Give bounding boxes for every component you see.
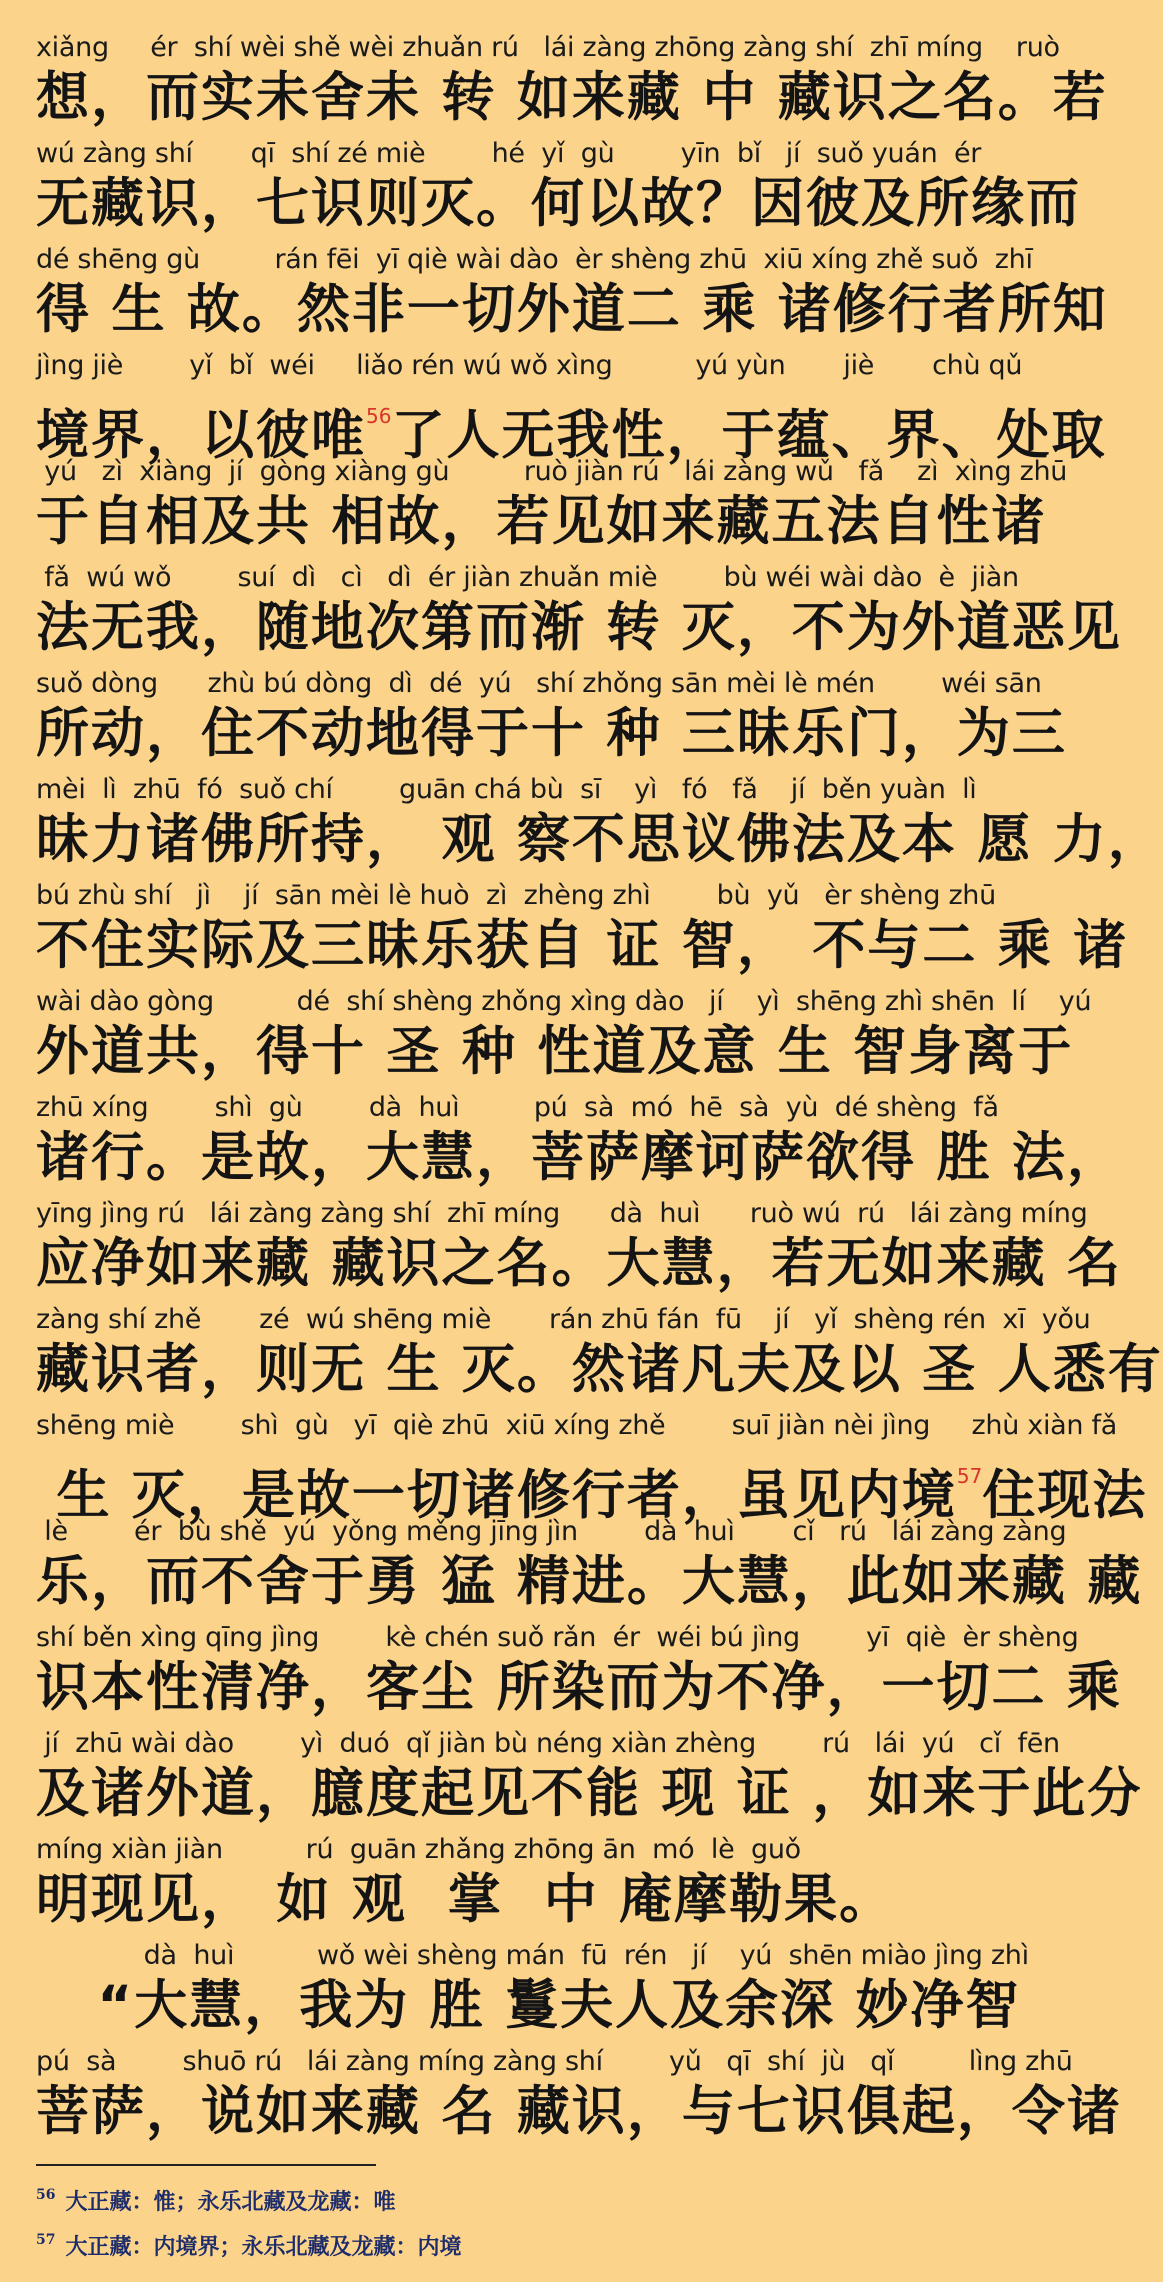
pinyin-row: jí zhū wài dào yì duó qǐ jiàn bù néng xiàn zhèng rú lái yú cǐ fēn (36, 1728, 1060, 1759)
text-line (36, 1090, 1122, 1196)
pinyin-row: pú sà shuō rú lái zàng míng zàng shí yǔ qī shí jù qǐ lìng zhū (36, 2046, 1073, 2077)
pinyin-row: dà huì wǒ wèi shèng mán fū rén jí yú shēn miào jìng zhì (36, 1940, 1029, 1971)
hanzi-row: 想，而实未舍未 转 如来藏 中 藏识之名。若 (36, 67, 1108, 128)
pinyin-row: míng xiàn jiàn rú guān zhǎng zhōng ān mó lè guǒ (36, 1834, 801, 1865)
hanzi-row: 明现见， 如 观 掌 中 庵摩勒果。 (36, 1869, 895, 1930)
text-line (36, 242, 1108, 348)
hanzi-row: 菩萨，说如来藏 名 藏识，与七识俱起，令诸 (36, 2081, 1122, 2142)
pinyin-row: yīng jìng rú lái zàng zàng shí zhī míng dà huì ruò wú rú lái zàng míng (36, 1198, 1088, 1229)
pinyin-row: lè ér bù shě yú yǒng měng jīng jìn dà huì cǐ rú lái zàng zàng (36, 1516, 1067, 1547)
hanzi-row (36, 1444, 1148, 1526)
text-line (36, 30, 1108, 136)
text-line (36, 2044, 1122, 2150)
hanzi-row: 藏识者，则无 生 灭。然诸凡夫及以 圣 人悉有 (36, 1339, 1163, 1400)
footnote-marker[interactable]: 56 (366, 404, 392, 428)
pinyin-row: shí běn xìng qīng jìng kè chén suǒ rǎn ér wéi bú jìng yī qiè èr shèng (36, 1622, 1079, 1653)
footnote-text: 大正藏：惟；永乐北藏及龙藏：唯 (65, 2189, 396, 2215)
text-line (36, 1938, 1046, 2044)
footnote-divider (36, 2164, 376, 2166)
pinyin-row: wài dào gòng dé shí shèng zhǒng xìng dào jí yì shēng zhì shēn lí yú (36, 986, 1092, 1017)
hanzi-row: 不住实际及三昧乐获自 证 智， 不与二 乘 诸 (36, 915, 1129, 976)
hanzi-row: 外道共，得十 圣 种 性道及意 生 智身离于 (36, 1021, 1074, 1082)
pinyin-row: xiǎng ér shí wèi shě wèi zhuǎn rú lái zàng zhōng zàng shí zhī míng ruò (36, 32, 1060, 63)
hanzi-row: 应净如来藏 藏识之名。大慧，若无如来藏 名 (36, 1233, 1122, 1294)
text-line (36, 348, 1107, 466)
pinyin-row: jìng jiè yǐ bǐ wéi liǎo rén wú wǒ xìng yú yùn jiè chù qǔ (36, 350, 1023, 381)
pinyin-row: zhū xíng shì gù dà huì pú sà mó hē sà yù dé shèng fǎ (36, 1092, 999, 1123)
hanzi-segment: 生 灭，是故一切诸修行者，虽见内境 (36, 1465, 957, 1526)
footnote-number: 57 (36, 2232, 56, 2248)
hanzi-segment: 了人无我性，于蕴、界、处取 (391, 405, 1107, 466)
pinyin-row: suǒ dòng zhù bú dòng dì dé yú shí zhǒng sān mèi lè mén wéi sān (36, 668, 1042, 699)
text-line (36, 1620, 1122, 1726)
text-line (36, 1408, 1148, 1526)
pinyin-row: yú zì xiàng jí gòng xiàng gù ruò jiàn rú lái zàng wǔ fǎ zì xìng zhū (36, 456, 1068, 487)
text-line (36, 560, 1122, 666)
footnote-number: 56 (36, 2187, 56, 2203)
pinyin-row: fǎ wú wǒ suí dì cì dì ér jiàn zhuǎn miè bù wéi wài dào è jiàn (36, 562, 1019, 593)
sutra-text (36, 30, 1163, 2150)
text-line (36, 454, 1068, 560)
hanzi-segment: 境界，以彼唯 (36, 405, 366, 466)
hanzi-row: 无藏识，七识则灭。何以故？因彼及所缘而 (36, 173, 1081, 234)
text-line (36, 1514, 1143, 1620)
hanzi-row: 得 生 故。然非一切外道二 乘 诸修行者所知 (36, 279, 1108, 340)
hanzi-row: 于自相及共 相故，若见如来藏五法自性诸 (36, 491, 1047, 552)
text-line (36, 666, 1067, 772)
hanzi-row: “大慧，我为 胜 鬘夫人及余深 妙净智 (36, 1975, 1021, 2036)
footnote (36, 2221, 1046, 2266)
pinyin-row: zàng shí zhě zé wú shēng miè rán zhū fán fū jí yǐ shèng rén xī yǒu (36, 1304, 1091, 1335)
text-line (36, 878, 1129, 984)
footnote (36, 2176, 1046, 2221)
text-line (36, 136, 1081, 242)
hanzi-row: 乐，而不舍于勇 猛 精进。大慧，此如来藏 藏 (36, 1551, 1143, 1612)
text-line (36, 1302, 1163, 1408)
hanzi-row: 昧力诸佛所持， 观 察不思议佛法及本 愿 力， (36, 809, 1163, 870)
pinyin-row: bú zhù shí jì jí sān mèi lè huò zì zhèng zhì bù yǔ èr shèng zhū (36, 880, 996, 911)
hanzi-segment: 住现法 (982, 1465, 1148, 1526)
text-line (36, 772, 1163, 878)
text-line (36, 984, 1092, 1090)
text-line (36, 1196, 1122, 1302)
pinyin-row: shēng miè shì gù yī qiè zhū xiū xíng zhě suī jiàn nèi jìng zhù xiàn fǎ (36, 1410, 1117, 1441)
hanzi-row: 法无我，随地次第而渐 转 灭，不为外道恶见 (36, 597, 1122, 658)
footnotes (36, 2176, 1046, 2266)
hanzi-row: 诸行。是故，大慧，菩萨摩诃萨欲得 胜 法， (36, 1127, 1122, 1188)
hanzi-row (36, 384, 1107, 466)
text-line (36, 1726, 1143, 1832)
hanzi-row: 所动，住不动地得于十 种 三昧乐门，为三 (36, 703, 1067, 764)
hanzi-row: 识本性清净，客尘 所染而为不净，一切二 乘 (36, 1657, 1122, 1718)
pinyin-row: mèi lì zhū fó suǒ chí guān chá bù sī yì fó fǎ jí běn yuàn lì (36, 774, 977, 805)
footnote-text: 大正藏：内境界；永乐北藏及龙藏：内境 (65, 2234, 462, 2260)
hanzi-row: 及诸外道，臆度起见不能 现 证 ，如来于此分 (36, 1763, 1143, 1824)
pinyin-row: dé shēng gù rán fēi yī qiè wài dào èr shèng zhū xiū xíng zhě suǒ zhī (36, 244, 1033, 275)
pinyin-row: wú zàng shí qī shí zé miè hé yǐ gù yīn bǐ jí suǒ yuán ér (36, 138, 982, 169)
text-line (36, 1832, 1046, 1938)
footnote-marker[interactable]: 57 (956, 1464, 983, 1488)
